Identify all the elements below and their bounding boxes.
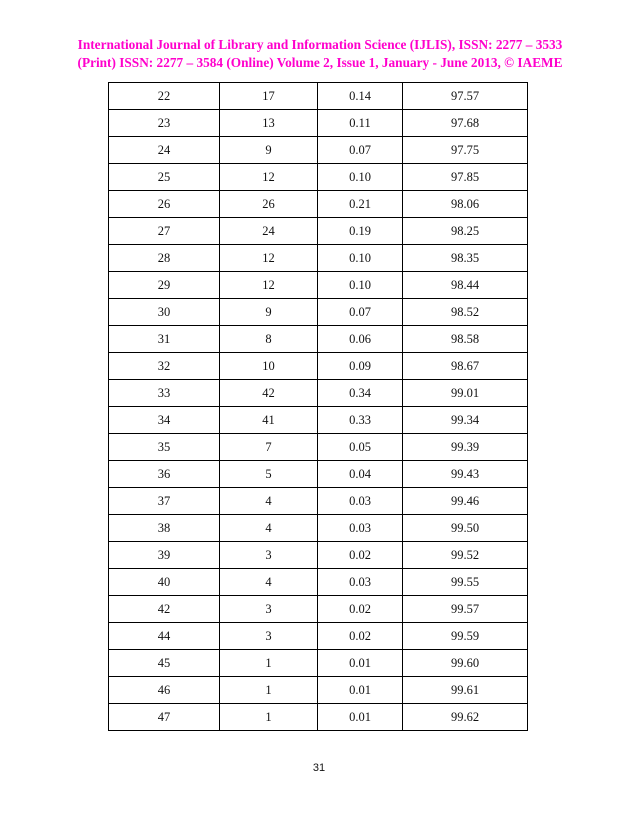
table-cell: 0.09 — [318, 353, 403, 380]
table-cell: 99.34 — [403, 407, 528, 434]
table-cell: 32 — [109, 353, 220, 380]
table-cell: 1 — [220, 677, 318, 704]
table-row — [109, 596, 528, 623]
table-cell: 27 — [109, 218, 220, 245]
journal-header — [56, 36, 584, 72]
table-cell: 22 — [109, 83, 220, 110]
table-cell: 99.62 — [403, 704, 528, 731]
table-cell: 0.01 — [318, 677, 403, 704]
table-cell: 0.07 — [318, 299, 403, 326]
table-cell: 17 — [220, 83, 318, 110]
table-cell: 3 — [220, 596, 318, 623]
table-cell: 0.19 — [318, 218, 403, 245]
table-row — [109, 515, 528, 542]
table-row — [109, 542, 528, 569]
table-cell: 97.75 — [403, 137, 528, 164]
table-cell: 3 — [220, 623, 318, 650]
table-cell: 10 — [220, 353, 318, 380]
table-cell: 33 — [109, 380, 220, 407]
table-cell: 98.44 — [403, 272, 528, 299]
table-cell: 3 — [220, 542, 318, 569]
table-cell: 99.61 — [403, 677, 528, 704]
table-cell: 0.01 — [318, 704, 403, 731]
table-cell: 35 — [109, 434, 220, 461]
table-cell: 97.57 — [403, 83, 528, 110]
table-cell: 37 — [109, 488, 220, 515]
table-row — [109, 407, 528, 434]
table-cell: 98.25 — [403, 218, 528, 245]
table-cell: 42 — [109, 596, 220, 623]
table-cell: 0.11 — [318, 110, 403, 137]
table-cell: 4 — [220, 515, 318, 542]
table-row — [109, 218, 528, 245]
table-row — [109, 677, 528, 704]
table-cell: 26 — [220, 191, 318, 218]
table-cell: 30 — [109, 299, 220, 326]
table-cell: 40 — [109, 569, 220, 596]
table-cell: 12 — [220, 164, 318, 191]
table-cell: 42 — [220, 380, 318, 407]
table-cell: 0.02 — [318, 596, 403, 623]
table-row — [109, 380, 528, 407]
table-cell: 0.07 — [318, 137, 403, 164]
table-cell: 99.52 — [403, 542, 528, 569]
table-cell: 98.52 — [403, 299, 528, 326]
table-cell: 29 — [109, 272, 220, 299]
table-cell: 0.10 — [318, 272, 403, 299]
table-row — [109, 245, 528, 272]
table-row — [109, 434, 528, 461]
table-cell: 9 — [220, 137, 318, 164]
table-row — [109, 650, 528, 677]
table-cell: 99.01 — [403, 380, 528, 407]
table-row — [109, 488, 528, 515]
table-cell: 1 — [220, 704, 318, 731]
table-cell: 47 — [109, 704, 220, 731]
page-number: 31 — [312, 762, 326, 774]
table-cell: 9 — [220, 299, 318, 326]
table-cell: 12 — [220, 245, 318, 272]
table-row — [109, 569, 528, 596]
table-row — [109, 110, 528, 137]
table-cell: 8 — [220, 326, 318, 353]
table-cell: 28 — [109, 245, 220, 272]
table-cell: 0.34 — [318, 380, 403, 407]
table-cell: 97.68 — [403, 110, 528, 137]
table-cell: 99.39 — [403, 434, 528, 461]
table-cell: 99.59 — [403, 623, 528, 650]
table-cell: 0.03 — [318, 569, 403, 596]
table-cell: 36 — [109, 461, 220, 488]
table-body — [109, 83, 528, 731]
table-cell: 99.60 — [403, 650, 528, 677]
table-cell: 98.06 — [403, 191, 528, 218]
table-cell: 24 — [220, 218, 318, 245]
table-row — [109, 326, 528, 353]
table-cell: 0.02 — [318, 623, 403, 650]
table-cell: 46 — [109, 677, 220, 704]
table-row — [109, 137, 528, 164]
table-cell: 99.50 — [403, 515, 528, 542]
table-cell: 99.55 — [403, 569, 528, 596]
table-row — [109, 461, 528, 488]
table-row — [109, 191, 528, 218]
table-cell: 12 — [220, 272, 318, 299]
table-row — [109, 704, 528, 731]
table-cell: 7 — [220, 434, 318, 461]
table-cell: 44 — [109, 623, 220, 650]
table-cell: 0.02 — [318, 542, 403, 569]
table-cell: 0.03 — [318, 488, 403, 515]
table-cell: 31 — [109, 326, 220, 353]
table-row — [109, 272, 528, 299]
table-cell: 0.21 — [318, 191, 403, 218]
table-cell: 39 — [109, 542, 220, 569]
table-cell: 41 — [220, 407, 318, 434]
table-cell: 34 — [109, 407, 220, 434]
table-cell: 24 — [109, 137, 220, 164]
table-row — [109, 164, 528, 191]
data-table — [108, 82, 528, 731]
table-cell: 0.04 — [318, 461, 403, 488]
header-line-1: International Journal of Library and Information Science (IJLIS), ISSN: 2277 – 3533 — [77, 37, 563, 52]
table-cell: 99.43 — [403, 461, 528, 488]
table-cell: 98.58 — [403, 326, 528, 353]
table-cell: 13 — [220, 110, 318, 137]
table-cell: 5 — [220, 461, 318, 488]
table-row — [109, 83, 528, 110]
table-cell: 0.01 — [318, 650, 403, 677]
table-cell: 0.05 — [318, 434, 403, 461]
header-line-2: (Print) ISSN: 2277 – 3584 (Online) Volume 2, Issue 1, January - June 2013, © IAEME — [77, 55, 563, 70]
table-cell: 45 — [109, 650, 220, 677]
table-cell: 0.14 — [318, 83, 403, 110]
table-cell: 0.10 — [318, 245, 403, 272]
table-cell: 4 — [220, 569, 318, 596]
table-cell: 99.46 — [403, 488, 528, 515]
table-cell: 1 — [220, 650, 318, 677]
table-cell: 99.57 — [403, 596, 528, 623]
table-cell: 25 — [109, 164, 220, 191]
table-cell: 26 — [109, 191, 220, 218]
table-cell: 98.35 — [403, 245, 528, 272]
table-cell: 38 — [109, 515, 220, 542]
table-cell: 0.33 — [318, 407, 403, 434]
table-row — [109, 299, 528, 326]
table-cell: 0.03 — [318, 515, 403, 542]
table-cell: 97.85 — [403, 164, 528, 191]
table-cell: 0.10 — [318, 164, 403, 191]
table-row — [109, 623, 528, 650]
table-cell: 0.06 — [318, 326, 403, 353]
table-cell: 23 — [109, 110, 220, 137]
table-row — [109, 353, 528, 380]
table-cell: 98.67 — [403, 353, 528, 380]
table-cell: 4 — [220, 488, 318, 515]
